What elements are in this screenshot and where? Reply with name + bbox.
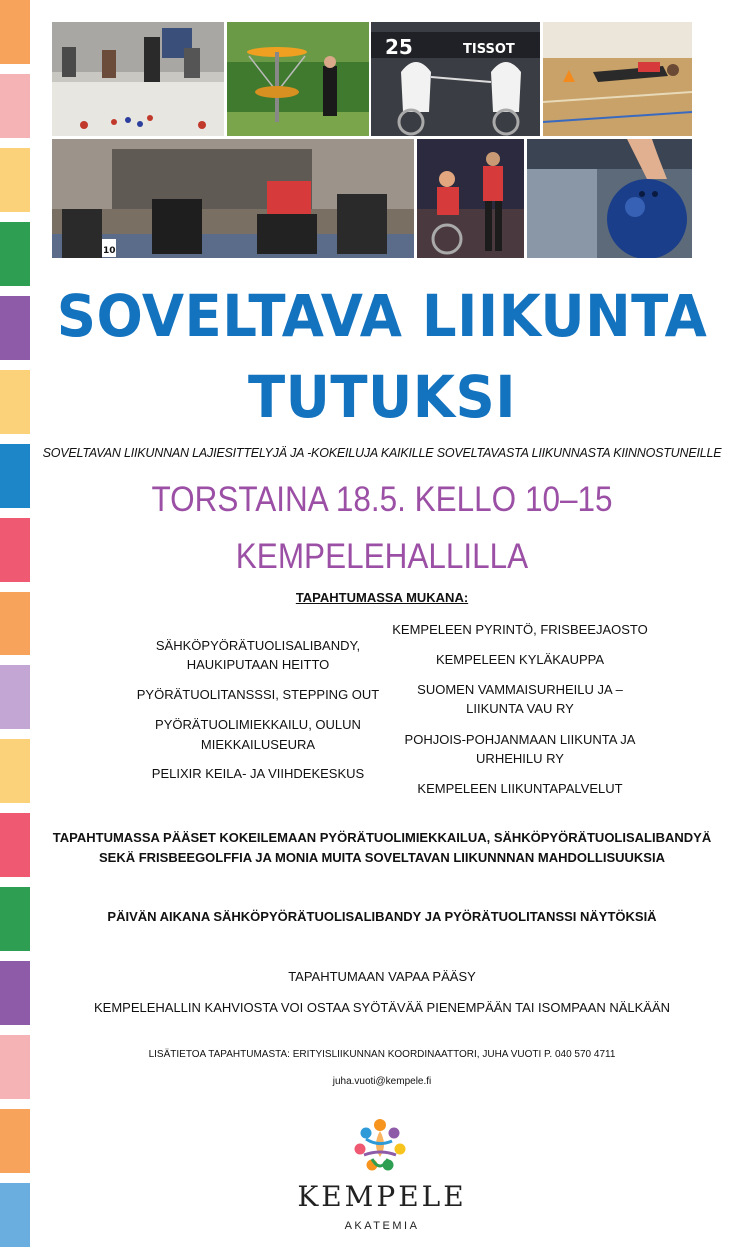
list-item: URHEHILU RY — [476, 751, 564, 766]
color-stripe — [0, 1183, 30, 1247]
list-item: KEMPELEEN PYRINTÖ, FRISBEEJAOSTO — [392, 622, 648, 637]
logo-subtitle: AKATEMIA — [344, 1220, 420, 1232]
list-item: POHJOIS-POHJANMAAN LIIKUNTA JA — [404, 732, 636, 747]
demonstrations-paragraph: PÄIVÄN AIKANA SÄHKÖPYÖRÄTUOLISALIBANDY JA PYÖRÄTUOLITANSSI NÄYTÖKSIÄ — [107, 909, 657, 924]
list-item: PELIXIR KEILA- JA VIIHDEKESKUS — [151, 766, 365, 781]
activities-paragraph-line1: TAPAHTUMASSA PÄÄSET KOKEILEMAAN PYÖRÄTUOLIMIEKKAILUA, SÄHKÖPYÖRÄTUOLISALIBANDYÄ — [52, 830, 712, 845]
poster-title-line2: TUTUKSI — [247, 363, 517, 431]
color-stripe — [0, 518, 30, 582]
list-item: SUOMEN VAMMAISURHEILU JA – — [417, 682, 623, 697]
poster-subtitle: SOVELTAVAN LIIKUNNAN LAJIESITTELYJÄ JA -KOKEILUJA KAIKILLE SOVELTAVASTA LIIKUNNASTA KIINNOSTUNEILLE — [42, 446, 722, 460]
list-item: HAUKIPUTAAN HEITTO — [186, 657, 330, 672]
color-stripe — [0, 1035, 30, 1099]
color-stripe — [0, 1109, 30, 1173]
color-stripe — [0, 665, 30, 729]
color-stripe — [0, 74, 30, 138]
cafe-text: KEMPELEHALLIN KAHVIOSTA VOI OSTAA SYÖTÄVÄÄ PIENEMPÄÄN TAI ISOMPAAN NÄLKÄÄN — [93, 1000, 671, 1015]
activities-paragraph-line2: SEKÄ FRISBEEGOLFFIA JA MONIA MUITA SOVELTAVAN LIIKUNNNAN MAHDOLLISUUKSIA — [99, 850, 665, 865]
color-stripe — [0, 444, 30, 508]
contact-email: juha.vuoti@kempele.fi — [332, 1076, 432, 1087]
event-date: TORSTAINA 18.5. KELLO 10–15 — [151, 480, 613, 519]
poster-title-line1: SOVELTAVA LIIKUNTA — [56, 282, 708, 350]
color-stripe — [0, 296, 30, 360]
color-stripe — [0, 887, 30, 951]
free-entry-text: TAPAHTUMAAN VAPAA PÄÄSY — [288, 969, 476, 984]
list-item: PYÖRÄTUOLIMIEKKAILU, OULUN — [155, 717, 361, 732]
event-venue: KEMPELEHALLILLA — [235, 537, 529, 576]
participants-heading: TAPAHTUMASSA MUKANA: — [295, 590, 469, 605]
color-stripe — [0, 813, 30, 877]
logo-name: KEMPELE — [297, 1180, 467, 1213]
color-stripe — [0, 0, 30, 64]
participants-left-column — [130, 0, 386, 1257]
list-item: SÄHKÖPYÖRÄTUOLISALIBANDY, — [155, 638, 361, 653]
list-item: KEMPELEEN LIIKUNTAPALVELUT — [417, 781, 623, 796]
color-stripe — [0, 222, 30, 286]
color-stripe — [0, 961, 30, 1025]
plate-text: 10 — [103, 246, 116, 256]
color-stripe — [0, 370, 30, 434]
color-stripe — [0, 592, 30, 656]
list-item: LIIKUNTA VAU RY — [466, 701, 574, 716]
banner-text: TISSOT — [463, 42, 515, 57]
color-stripe — [0, 739, 30, 803]
decorative-color-stripes — [0, 0, 30, 1257]
scoreboard-text: 25 — [385, 35, 413, 59]
participants-right-column — [392, 0, 648, 1257]
list-item: KEMPELEEN KYLÄKAUPPA — [435, 652, 605, 667]
list-item: MIEKKAILUSEURA — [200, 737, 316, 752]
list-item: PYÖRÄTUOLITANSSSI, STEPPING OUT — [136, 687, 380, 702]
kempele-akatemia-logo-icon — [352, 1117, 408, 1177]
contact-info: LISÄTIETOA TAPAHTUMASTA: ERITYISLIIKUNNAN KOORDINAATTORI, JUHA VUOTI P. 040 570 4711 — [148, 1049, 616, 1060]
color-stripe — [0, 148, 30, 212]
